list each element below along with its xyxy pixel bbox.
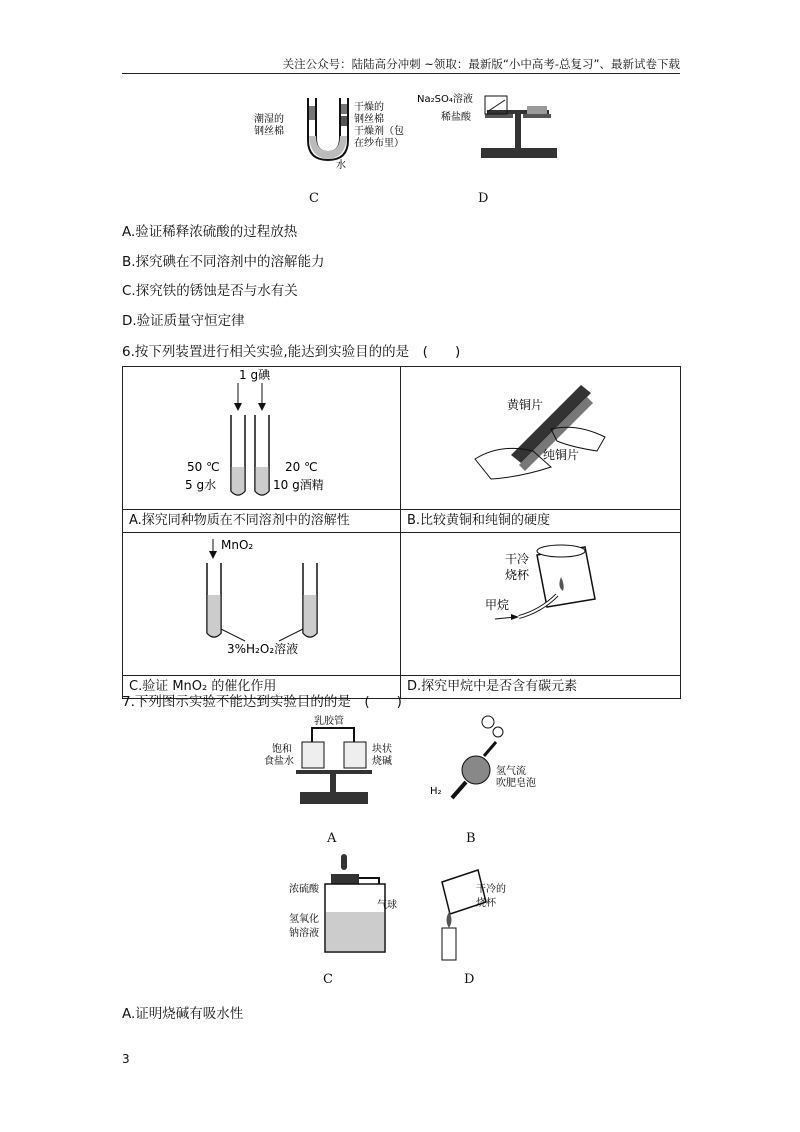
label-beaker: 干冷 <box>505 552 530 566</box>
header-rule <box>122 73 680 74</box>
q5-option-a: A.验证稀释浓硫酸的过程放热 <box>122 224 298 240</box>
label-naoh-solution: 氢氧化 <box>289 914 319 925</box>
label-water: 水 <box>336 160 346 171</box>
q7-stem: 7.下列图示实验不能达到实验目的的是 ( ) <box>122 694 402 710</box>
label-naoh-lump: 块状 <box>372 744 392 755</box>
figure-q5-d <box>415 92 560 164</box>
label-naoh-lump2: 烧碱 <box>372 756 392 767</box>
label-latex-tube: 乳胶管 <box>314 716 344 727</box>
label-brine: 饱和 <box>272 744 292 755</box>
figure-q7-c <box>285 850 425 960</box>
q5-option-b: B.探究碘在不同溶剂中的溶解能力 <box>122 254 325 270</box>
label-copper: 纯铜片 <box>543 448 580 462</box>
figure-q7-d <box>428 862 528 962</box>
figure-q7-a <box>250 712 400 812</box>
q5-option-d: D.验证质量守恒定律 <box>122 313 245 329</box>
label-balloon: 气球 <box>377 900 397 911</box>
q6-figure-a <box>123 367 400 509</box>
label-dry: 干燥的 <box>354 102 384 113</box>
q5-option-c: C.探究铁的锈蚀是否与水有关 <box>122 283 298 299</box>
label-iodine: 1 g碘 <box>239 368 271 382</box>
label-methane: 甲烷 <box>485 598 510 612</box>
q6-figure-b <box>401 367 680 509</box>
q6-caption-d: D.探究甲烷中是否含有碳元素 <box>401 675 680 698</box>
page-number: 3 <box>122 1052 130 1066</box>
label-brine2: 食盐水 <box>264 756 294 767</box>
caption-q5-d: D <box>478 191 489 206</box>
figure-q5-c <box>250 92 410 172</box>
q6-caption-b: B.比较黄铜和纯铜的硬度 <box>401 509 680 532</box>
label-na2so4: Na₂SO₄溶液 <box>417 94 473 105</box>
label-desiccant: 干燥剂（包 <box>354 126 404 137</box>
label-conc-acid: 浓硫酸 <box>289 884 319 895</box>
q6-caption-c: C.验证 MnO₂ 的催化作用 <box>123 675 400 698</box>
q6-stem: 6.按下列装置进行相关实验,能达到实验目的的是 ( ) <box>122 344 461 360</box>
label-naoh-solution2: 钠溶液 <box>289 928 319 939</box>
q6-options-table <box>122 366 681 699</box>
q6-figure-d <box>401 533 680 675</box>
page-header: 关注公众号：陆陆高分冲刺 ~领取：最新版“小中高考-总复习”、最新试卷下载 <box>282 57 680 71</box>
label-wet2: 钢丝棉 <box>254 126 284 137</box>
caption-q7-a: A <box>327 831 337 846</box>
label-solvent2: 10 g酒精 <box>273 478 324 492</box>
q7-option-a: A.证明烧碱有吸水性 <box>122 1006 244 1022</box>
label-h2: H₂ <box>430 786 442 797</box>
label-h2o2: 3%H₂O₂溶液 <box>227 642 299 656</box>
label-wet: 潮湿的 <box>254 114 284 125</box>
figure-q7-b <box>418 712 536 812</box>
q6-figure-c <box>123 533 400 675</box>
caption-q7-c: C <box>323 972 333 987</box>
label-hcl: 稀盐酸 <box>441 112 471 123</box>
label-beaker2: 烧杯 <box>505 568 530 582</box>
label-dry2: 钢丝棉 <box>354 114 384 125</box>
q6-caption-a: A.探究同种物质在不同溶剂中的溶解性 <box>123 509 400 532</box>
label-solvent1: 5 g水 <box>185 478 217 492</box>
label-soap-bubble: 吹肥皂泡 <box>496 778 536 789</box>
label-temp1: 50 ℃ <box>187 460 220 474</box>
label-cold-beaker: 干冷的 <box>476 884 506 895</box>
caption-q7-d: D <box>464 972 475 987</box>
label-mno2: MnO₂ <box>221 538 254 552</box>
label-temp2: 20 ℃ <box>285 460 318 474</box>
caption-q7-b: B <box>466 831 476 846</box>
label-h2-stream: 氢气流 <box>496 766 526 777</box>
label-desiccant2: 在纱布里） <box>354 138 404 149</box>
label-cold-beaker2: 烧杯 <box>476 898 496 909</box>
label-brass: 黄铜片 <box>507 398 544 412</box>
caption-q5-c: C <box>309 191 319 206</box>
